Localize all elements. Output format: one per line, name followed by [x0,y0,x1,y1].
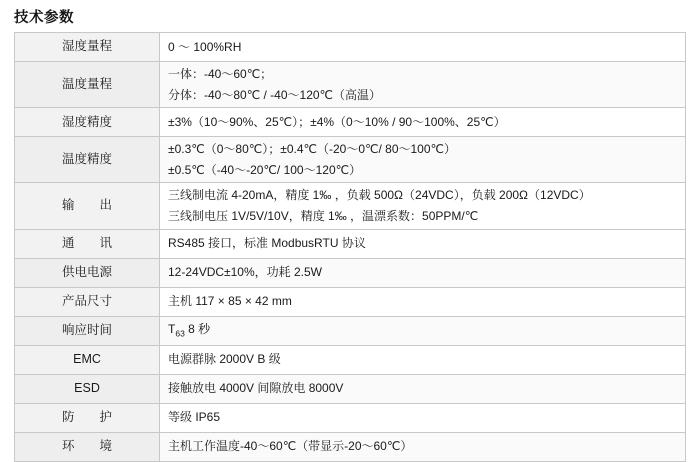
value-line: 一体：-40～60℃； [168,67,273,81]
row-label-temperature-range: 温度量程 [15,62,160,108]
table-row [15,316,686,345]
row-label-power-supply: 供电电源 [15,258,160,287]
value-line: 三线制电压 1V/5V/10V，精度 1‰ ，温漂系数：50PPM/℃ [168,208,479,223]
table-row [15,62,686,108]
row-label-communication: 通 讯 [15,229,160,258]
technical-parameters-table [14,32,686,462]
row-value-power-supply [160,258,686,287]
value-line: RS485 接口，标准 ModbusRTU 协议 [168,236,366,251]
row-label-temperature-accuracy: 温度精度 [15,137,160,183]
value-line: ±3%（10～90%、25℃）；±4%（0～10% / 90～100%、25℃） [168,114,506,129]
row-label-product-size: 产品尺寸 [15,287,160,316]
value-line: ±0.3℃（0～80℃）；±0.4℃（-20～0℃/ 80～100℃） [168,142,456,157]
row-value-product-size [160,287,686,316]
value-line: 接触放电 4000V 间隙放电 8000V [168,381,344,396]
row-label-emc: EMC [15,345,160,374]
row-label-output: 输 出 [15,183,160,229]
row-value-esd [160,374,686,403]
row-value-temperature-accuracy [160,137,686,183]
row-label-humidity-range: 湿度量程 [15,33,160,62]
row-label-protection: 防 护 [15,403,160,432]
row-label-esd: ESD [15,374,160,403]
value-line: 12-24VDC±10%，功耗 2.5W [168,265,322,280]
table-row [15,432,686,461]
response-time-base: T [168,322,176,337]
row-value-output [160,183,686,229]
table-row [15,137,686,183]
table-row [15,287,686,316]
row-value-temperature-range [160,62,686,108]
row-value-protection [160,403,686,432]
value-line [168,320,677,341]
row-value-environment [160,432,686,461]
table-row [15,183,686,229]
response-time-subscript: 63 [175,328,185,339]
row-label-environment: 环 境 [15,432,160,461]
table-row [15,229,686,258]
value-line: 等级 IP65 [168,410,221,425]
page-title: 技术参数 [14,10,74,26]
table-row [15,374,686,403]
value-line: 主机工作温度-40～60℃（带显示-20～60℃） [168,439,413,454]
table-row [15,345,686,374]
value-line: 主机 117 × 85 × 42 mm [168,294,292,309]
table-row [15,258,686,287]
value-line: 分体：-40～80℃ / -40～120℃（高温） [168,87,382,102]
row-value-humidity-range [160,33,686,62]
table-row [15,33,686,62]
value-line: ±0.5℃（-40～-20℃/ 100～120℃） [168,162,362,177]
row-value-humidity-accuracy [160,108,686,137]
row-value-emc [160,345,686,374]
table-row [15,403,686,432]
row-label-response-time: 响应时间 [15,316,160,345]
value-line: 三线制电流 4-20mA，精度 1‰ ，负载 500Ω（24VDC），负载 200Ω（12VDC） [168,188,591,203]
row-value-response-time [160,316,686,345]
response-time-rest: 8 秒 [184,322,211,337]
value-line: 0 ～ 100%RH [168,39,242,54]
row-value-communication [160,229,686,258]
value-line: 电源群脉 2000V B 级 [168,352,281,367]
table-row [15,108,686,137]
row-label-humidity-accuracy: 湿度精度 [15,108,160,137]
